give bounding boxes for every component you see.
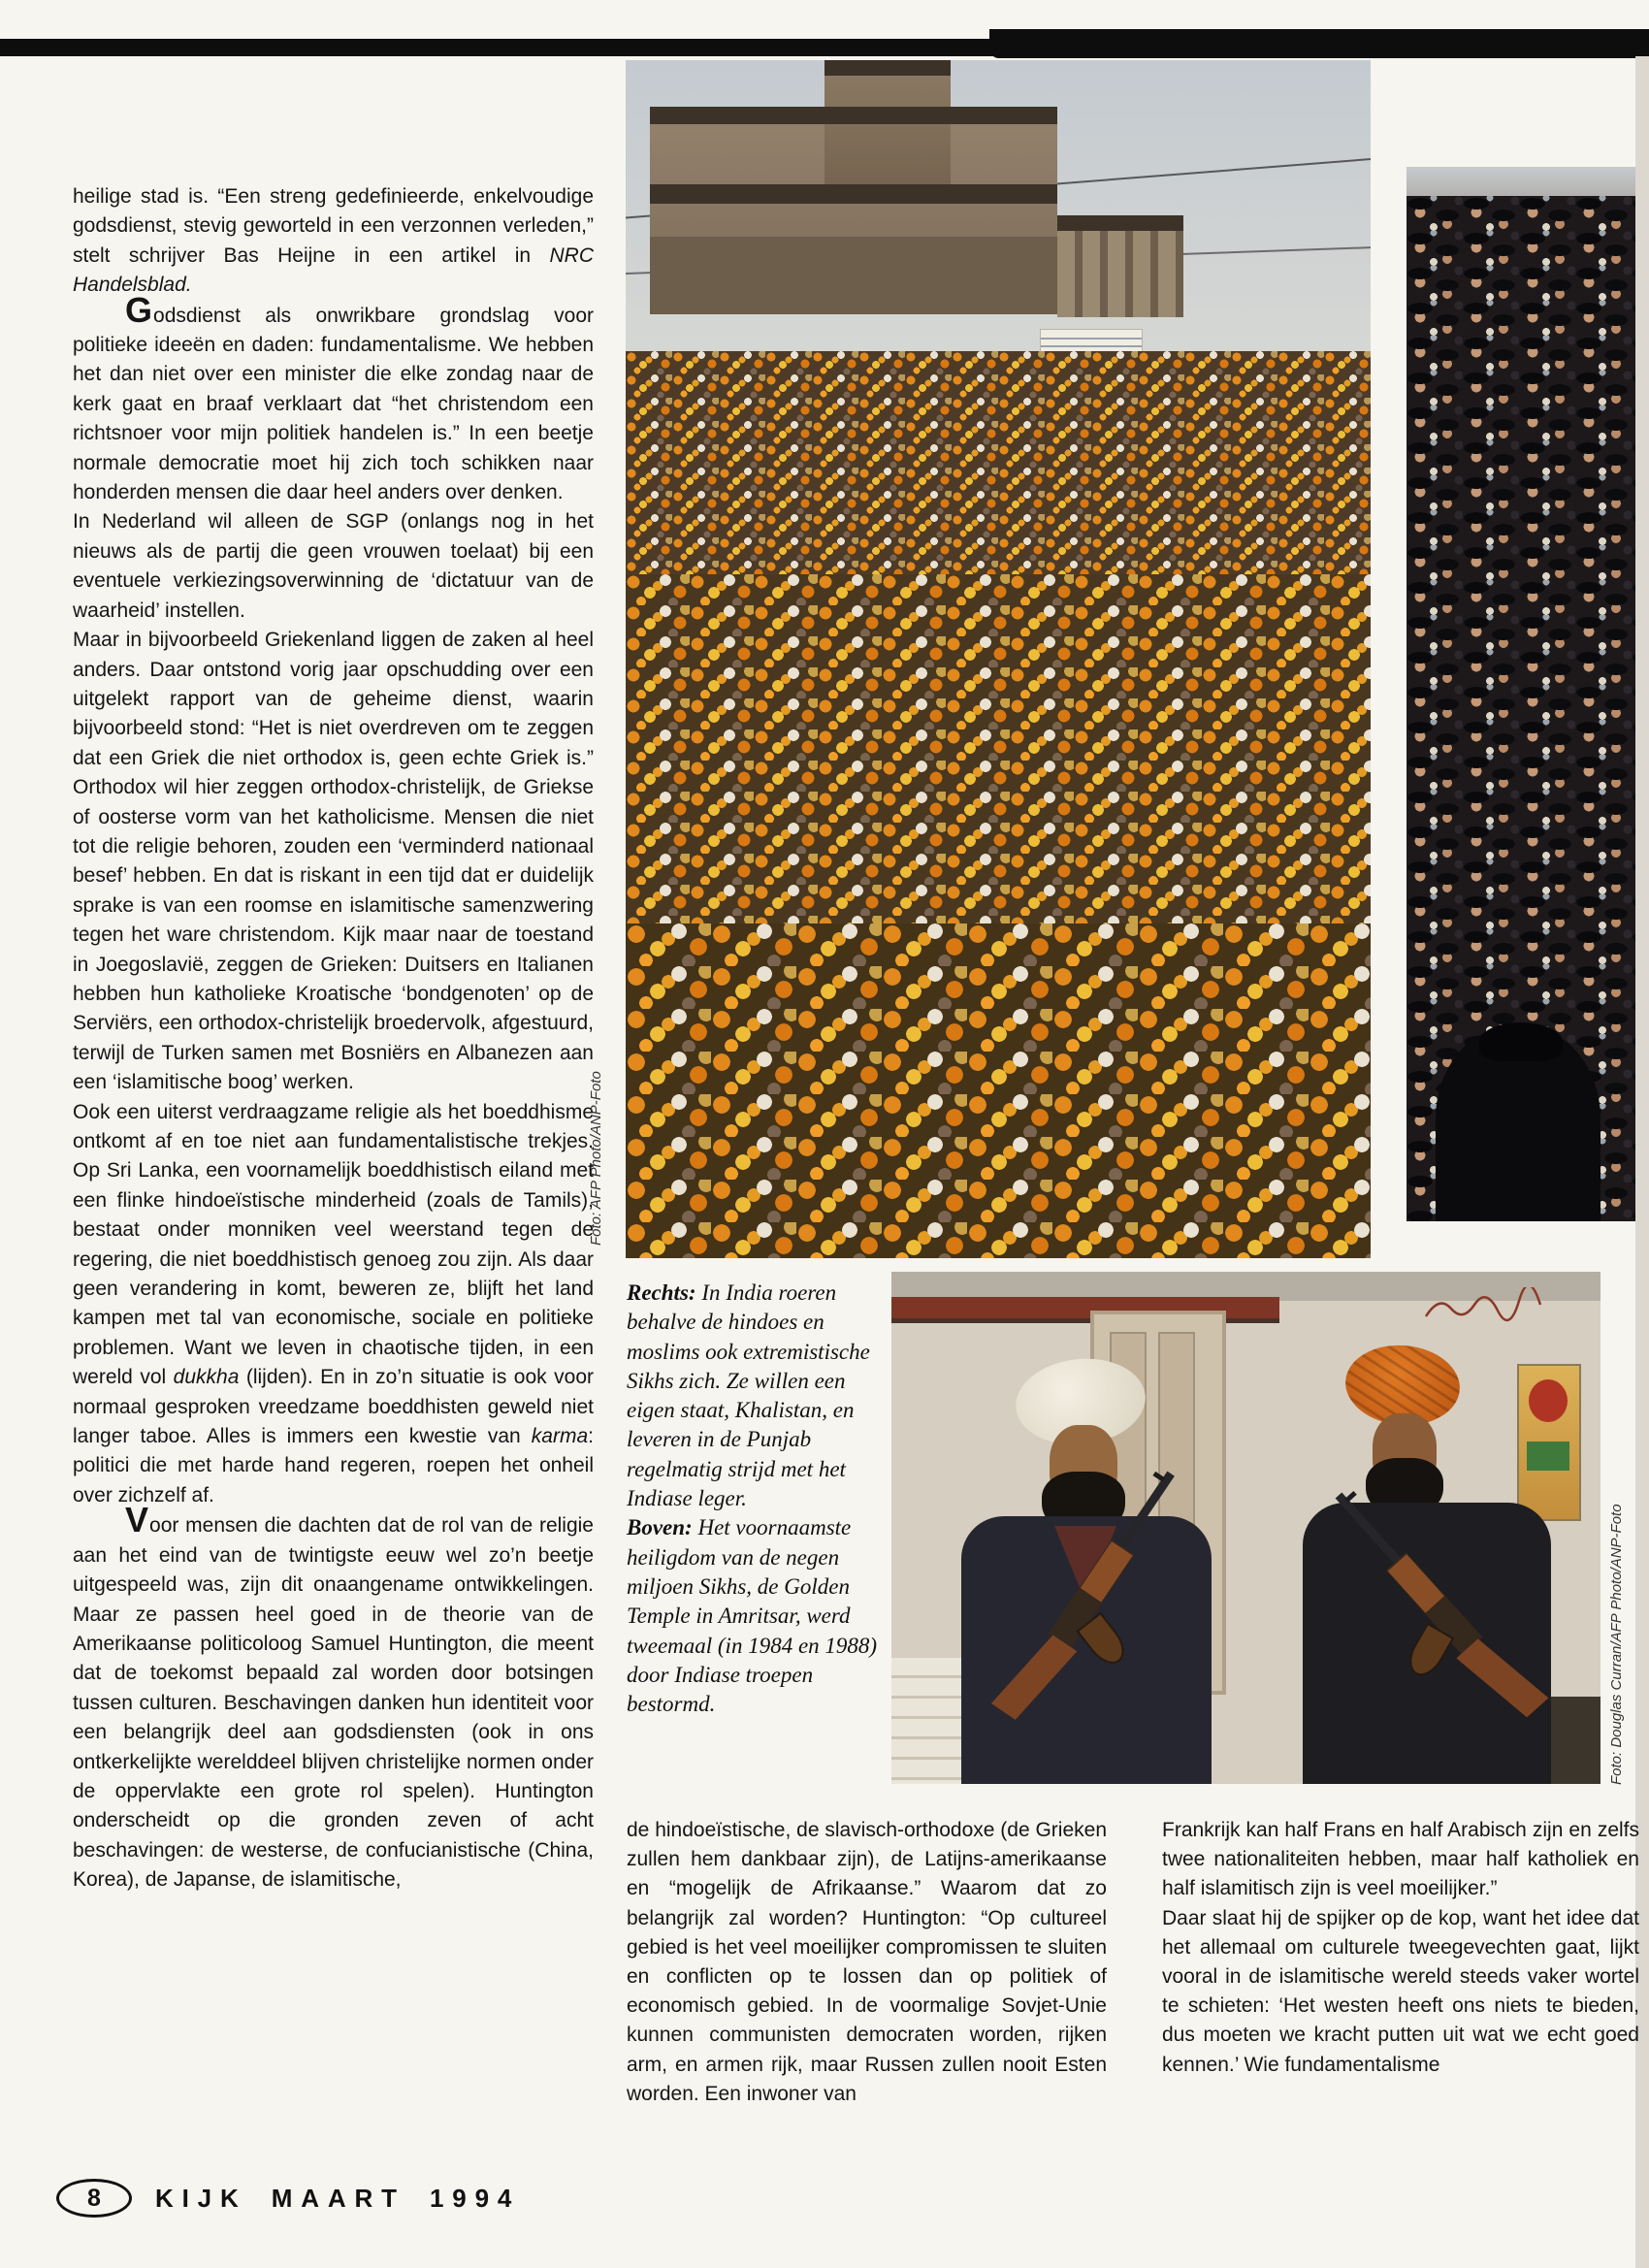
balcony-crowd (650, 107, 1057, 124)
sikh-militants-photo (891, 1272, 1600, 1784)
caption-label-rechts: Rechts: (627, 1280, 696, 1305)
drop-cap-g: G (125, 289, 154, 330)
rifle-sight (1345, 1491, 1357, 1503)
turban-crowd-near (626, 923, 1371, 1258)
caption-text-boven: Het voornaamste heiligdom van de negen miljoen Sikhs, de Golden Temple in Amritsar, werd tweemaal (in 1984 en 1988) door Indiase troepen bestormd. (627, 1515, 878, 1717)
paragraph-frankrijk: Frankrijk kan half Frans en half Arabisch zijn en zelfs twee nationaliteiten hebben, maar half katholiek en half islamitisch zijn is veel moeilijker.” (1162, 1819, 1639, 1900)
paragraph-huntington (73, 1500, 594, 1895)
temple-tower (824, 70, 951, 186)
rifle-handguard (1081, 1541, 1133, 1603)
paragraph-text: (lijden). En in zo’n situatie is ook voor normaal gesproken vreedzame boeddhisten geweld niet langer taboe. Alles is immers een kwestie van (73, 1366, 594, 1448)
photo-credit-temple: Foto: AFP Photo/ANP-Foto (588, 1071, 604, 1246)
page-number: 8 (87, 2184, 101, 2212)
paragraph-text: odsdienst als onwrikbare grondslag voor politieke ideeën en daden: fundamentalisme. We hebben het dan niet over een minister die elke zondag naar de kerk gaat en braaf verklaart dat “het christendom een richtsnoer voor mijn politiek handelen is.” In een beetje normale democratie moet hij zich toch schikken naar honderden mensen die daar heel anders over denken. (73, 304, 594, 504)
paragraph-godsdienst (73, 289, 594, 508)
page-number-oval (56, 2179, 132, 2218)
caption-text-rechts: In India roeren behalve de hindoes en moslims ook extremistische Sikhs zich. Ze willen een eigen staat, Khalistan, en leveren in de Punjab regelmatig strijd met het Indiase leger. (627, 1280, 870, 1511)
roof-crowd (1057, 215, 1183, 231)
turban-crowd-far (626, 351, 1371, 574)
paragraph-boeddhisme (73, 1098, 594, 1511)
golden-temple-crowd-photo (626, 60, 1371, 1258)
drop-cap-v: V (125, 1500, 150, 1540)
paragraph-spijker: Daar slaat hij de spijker op de kop, want het idee dat het allemaal om culturele tweegevechten gaat, lijkt vooral in de islamitische wereld steeds vaker wortel te schieten: ‘Het westen heeft ons niets te bieden, dus moeten we kracht putten uit wat we echt goed kennen.’ Wie fundamentalisme (1162, 1906, 1639, 2076)
page-footer (56, 2179, 520, 2218)
orthodox-jews-crowd-photo (1406, 167, 1635, 1221)
paragraph-beschavingen: de hindoeïstische, de slavisch-orthodoxe (de Grieken zullen hem dankbaar zijn), de Latijns-amerikaanse en “mogelijk de Afrikaanse.” Waarom dat zo belangrijk zal worden? Huntington: “Op cultureel gebied is het veel moeilijker compromissen te sluiten en conflicten op te lossen dan op politiek of economisch gebied. In de voormalige Sovjet-Unie kunnen communisten democraten worden, rijken arm, en armen rijk, maar Russen zullen nooit Esten worden. Een inwoner van (627, 1819, 1107, 2105)
poster-art (1529, 1379, 1568, 1422)
italic-term-dukkha: dukkha (173, 1366, 240, 1389)
paragraph-intro (73, 182, 594, 301)
italic-publication-name: NRC Handelsblad. (73, 243, 594, 297)
poster-art (1527, 1442, 1569, 1471)
scan-top-band-right (989, 29, 1649, 58)
temple-arcade (650, 237, 1057, 314)
temple-annex (1057, 230, 1183, 317)
wall-writing (1420, 1287, 1546, 1332)
photo-credit-sikh: Foto: Douglas Curran/AFP Photo/ANP-Foto (1608, 1504, 1625, 1785)
caption-label-boven: Boven: (627, 1515, 693, 1540)
italic-term-karma: karma (531, 1425, 589, 1448)
wall-poster (1517, 1364, 1581, 1521)
photo-caption (627, 1279, 898, 1719)
paragraph-text: Ook een uiterst verdraagzame religie als het boeddhisme ontkomt af en toe niet aan fundamentalistische trekjes. Op Sri Lanka, een voornamelijk boeddhistisch eiland met een flinke hindoeïstische minderheid (zoals de Tamils), bestaat onder monniken veel weerstand tegen de regering, die niet boeddhistisch genoeg zou zijn. Als daar geen verandering in komt, beweren ze, blijft het land kampen met tal van economische, sociale en politieke problemen. Want we leven in chaotische tijden, in een wereld vol (73, 1100, 594, 1389)
paragraph-nederland: In Nederland wil alleen de SGP (onlangs nog in het nieuws als de partij die geen vrouwen toelaat) bij een eventuele verkiezingsoverwinning de ‘dictatuur van de waarheid’ instellen. (73, 510, 594, 622)
balcony-crowd (650, 184, 1057, 204)
left-text-column (73, 182, 594, 2132)
middle-text-column (627, 1816, 1107, 2109)
right-text-column (1162, 1816, 1639, 2080)
rifle-sight (1152, 1472, 1165, 1482)
roof-crowd (824, 60, 951, 76)
foreground-figure-hat (1479, 1022, 1563, 1061)
paragraph-text: : politici die met harde hand regeren, roepen het onheil over zichzelf af. (73, 1425, 594, 1507)
paragraph-griekenland: Maar in bijvoorbeeld Griekenland liggen de zaken al heel anders. Daar ontstond vorig jaar opschudding over een uitgelekt rapport van de geheime dienst, waarin bijvoorbeeld stond: “Het is niet overdreven om te zeggen dat een Griek die niet orthodox is, geen echte Griek is.” Orthodox wil hier zeggen orthodox-christelijk, de Griekse of oosterse vorm van het katholicisme. Mensen die niet tot die religie behoren, zouden een ‘verminderd nationaal besef’ hebben. En dat is riskant in een tijd dat er duidelijk sprake is van een roomse en islamitische samenzwering tegen het ware christendom. Kijk maar naar de toestand in Joegoslavië, zeggen de Grieken: Duitsers en Italianen hebben hun katholieke Kroatische ‘bondgenoten’ op de Serviërs, een orthodox-christelijk broedervolk, afgestuurd, terwijl de Turken samen met Bosniërs en Albanezen aan een ‘islamitische boog’ werken. (73, 629, 594, 1094)
paragraph-text: oor mensen die dachten dat de rol van de religie aan het eind van de twintigste eeuw wel zo’n beetje uitgespeeld was, zijn dit onaangename ontwikkelingen. Maar ze passen heel goed in de theorie van de Amerikaanse politicoloog Samuel Huntington, die meent dat de toekomst bepaald zal worden door botsingen tussen culturen. Beschavingen danken hun identiteit voor een belangrijk deel aan godsdiensten (ook in ons ontkerkelijkte werelddeel blijven christelijke normen onder de oppervlakte een grote rol spelen). Huntington onderscheidt op die gronden zeven of acht beschavingen: de westerse, de confucianistische (China, Korea), de Japanse, de islamitische, (73, 1514, 594, 1892)
magazine-title: KIJK MAART 1994 (155, 2183, 521, 2213)
turban-crowd-mid (626, 574, 1371, 923)
paragraph-text: heilige stad is. “Een streng gedefinieerde, enkelvoudige godsdienst, stevig geworteld in een verzonnen verleden,” stelt schrijver Bas Heijne in een artikel in (73, 185, 594, 267)
